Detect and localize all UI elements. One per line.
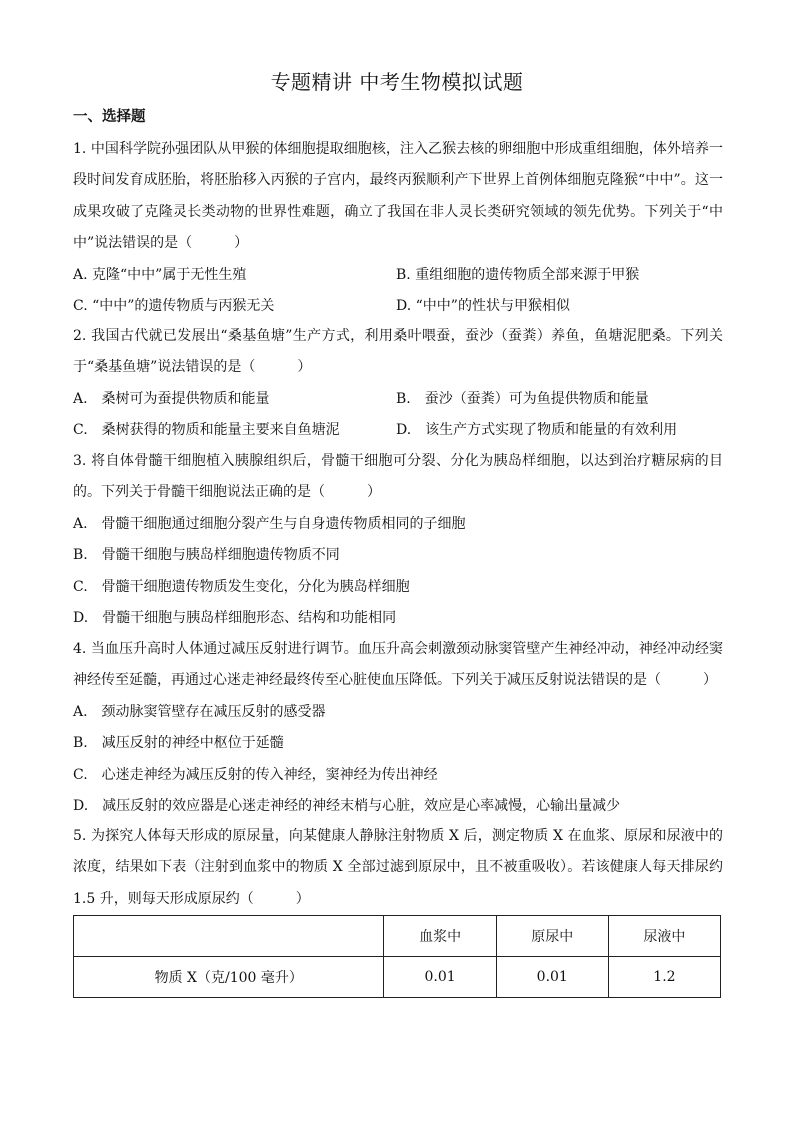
option-c: C. “中中”的遗传物质与丙猴无关	[73, 298, 275, 315]
table-header-cell	[74, 916, 384, 957]
option-b: B. 重组细胞的遗传物质全部来源于甲猴	[396, 266, 640, 283]
table-header-cell: 血浆中	[384, 916, 496, 957]
option-a: A. 骨髓干细胞通过细胞分裂产生与自身遗传物质相同的子细胞	[73, 515, 466, 532]
option-c: C. 桑树获得的物质和能量主要来自鱼塘泥	[73, 422, 340, 439]
option-a: A. 克隆“中中”属于无性生殖	[73, 266, 247, 283]
option-c: C. 心迷走神经为减压反射的传入神经，窦神经为传出神经	[73, 766, 438, 783]
question-stem: 1. 中国科学院孙强团队从甲猴的体细胞提取细胞核，注入乙猴去核的卵细胞中形成重组细胞，体外培养一段时间发育成胚胎，将胚胎移入丙猴的子宫内，最终丙猴顺利产下世界上首例体细胞克隆猴“中中”。这一成果攻破了克隆灵长类动物的世界性难题，确立了我国在非人灵长类研究领域的领先优势。下列关于“中中”说法错误的是（ ）	[73, 141, 723, 252]
option-a: A. 桑树可为蚕提供物质和能量	[73, 390, 270, 407]
question-4	[73, 634, 723, 822]
table-row	[74, 957, 721, 998]
question-stem: 5. 为探究人体每天形成的原尿量，向某健康人静脉注射物质 X 后，测定物质 X 在血浆、原尿和尿液中的浓度，结果如下表（注射到血浆中的物质 X 全部过滤到原尿中，且不被重吸收）。若该健康人每天排尿约 1.5 升，则每天形成原尿约（ ）	[73, 828, 723, 907]
option-c: C. 骨髓干细胞遗传物质发生变化，分化为胰岛样细胞	[73, 578, 410, 595]
question-5	[73, 821, 723, 915]
table-cell: 0.01	[384, 957, 496, 998]
option-d: D. “中中”的性状与甲猴相似	[396, 298, 570, 315]
option-d: D. 骨髓干细胞与胰岛样细胞形态、结构和功能相同	[73, 609, 397, 626]
table-cell: 物质 X（克/100 毫升）	[74, 957, 384, 998]
question-stem: 3. 将自体骨髓干细胞植入胰腺组织后，骨髓干细胞可分裂、分化为胰岛样细胞，以达到治疗糖尿病的目的。下列关于骨髓干细胞说法正确的是（ ）	[73, 453, 723, 501]
option-d: D. 减压反射的效应器是心迷走神经的神经末梢与心脏，效应是心率减慢，心输出量减少	[73, 797, 621, 814]
table-cell: 1.2	[608, 957, 720, 998]
option-a: A. 颈动脉窦管壁存在减压反射的感受器	[73, 703, 326, 720]
option-b: B. 减压反射的神经中枢位于延髓	[73, 735, 284, 752]
table-cell: 0.01	[496, 957, 608, 998]
table-header-row	[74, 916, 721, 957]
section-heading: 一、选择题	[73, 109, 146, 125]
question-1	[73, 134, 723, 322]
option-b: B. 蚕沙（蚕粪）可为鱼提供物质和能量	[396, 390, 649, 407]
page-title: 专题精讲 中考生物模拟试题	[270, 70, 524, 94]
table-header-cell: 尿液中	[608, 916, 720, 957]
table-header-cell: 原尿中	[496, 916, 608, 957]
data-table	[73, 915, 721, 998]
question-stem: 4. 当血压升高时人体通过减压反射进行调节。血压升高会刺激颈动脉窦管壁产生神经冲动，神经冲动经窦神经传至延髓，再通过心迷走神经最终传至心脏使血压降低。下列关于减压反射说法错误的是（ ）	[73, 641, 723, 689]
question-3	[73, 446, 723, 634]
question-2	[73, 321, 723, 447]
question-stem: 2. 我国古代就已发展出“桑基鱼塘”生产方式，利用桑叶喂蚕，蚕沙（蚕粪）养鱼，鱼塘泥肥桑。下列关于“桑基鱼塘”说法错误的是（ ）	[73, 328, 723, 376]
option-d: D. 该生产方式实现了物质和能量的有效利用	[396, 422, 678, 439]
option-b: B. 骨髓干细胞与胰岛样细胞遗传物质不同	[73, 547, 340, 564]
